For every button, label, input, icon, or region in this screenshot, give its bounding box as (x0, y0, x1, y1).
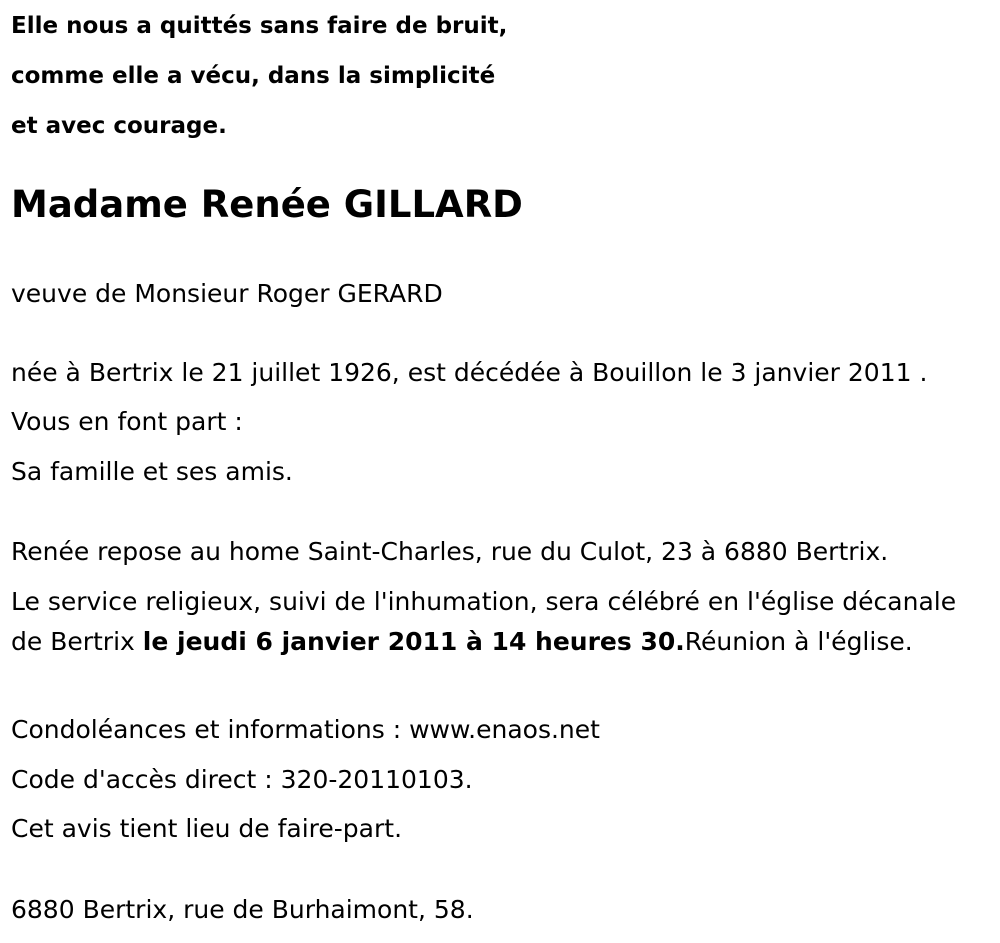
epigraph-line-2: comme elle a vécu, dans la simplicité (11, 63, 496, 89)
service-date-time: le jeudi 6 janvier 2011 à 14 heures 30. (142, 627, 685, 656)
access-code-line: Code d'accès direct : 320-20110103. (11, 765, 473, 794)
epigraph-line-1: Elle nous a quittés sans faire de bruit, (11, 13, 508, 39)
announcement-intro: Vous en font part : (11, 407, 243, 436)
service-paragraph (11, 582, 971, 662)
service-text-after: Réunion à l'église. (684, 627, 913, 656)
condolences-line: Condoléances et informations : www.enaos.net (11, 715, 600, 744)
address-line: 6880 Bertrix, rue de Burhaimont, 58. (11, 895, 474, 924)
birth-death-line: née à Bertrix le 21 juillet 1926, est décédée à Bouillon le 3 janvier 2011 . (11, 358, 928, 387)
deceased-name: Madame Renée GILLARD (11, 183, 523, 226)
notice-line: Cet avis tient lieu de faire-part. (11, 814, 403, 843)
announcement-family: Sa famille et ses amis. (11, 457, 293, 486)
service-text-before: Le service religieux, suivi de l'inhumation, sera célébré en l'église décanale de Bertrix (11, 587, 957, 656)
repose-line: Renée repose au home Saint-Charles, rue du Culot, 23 à 6880 Bertrix. (11, 537, 889, 566)
spouse-line: veuve de Monsieur Roger GERARD (11, 279, 443, 308)
epigraph-line-3: et avec courage. (11, 113, 227, 139)
